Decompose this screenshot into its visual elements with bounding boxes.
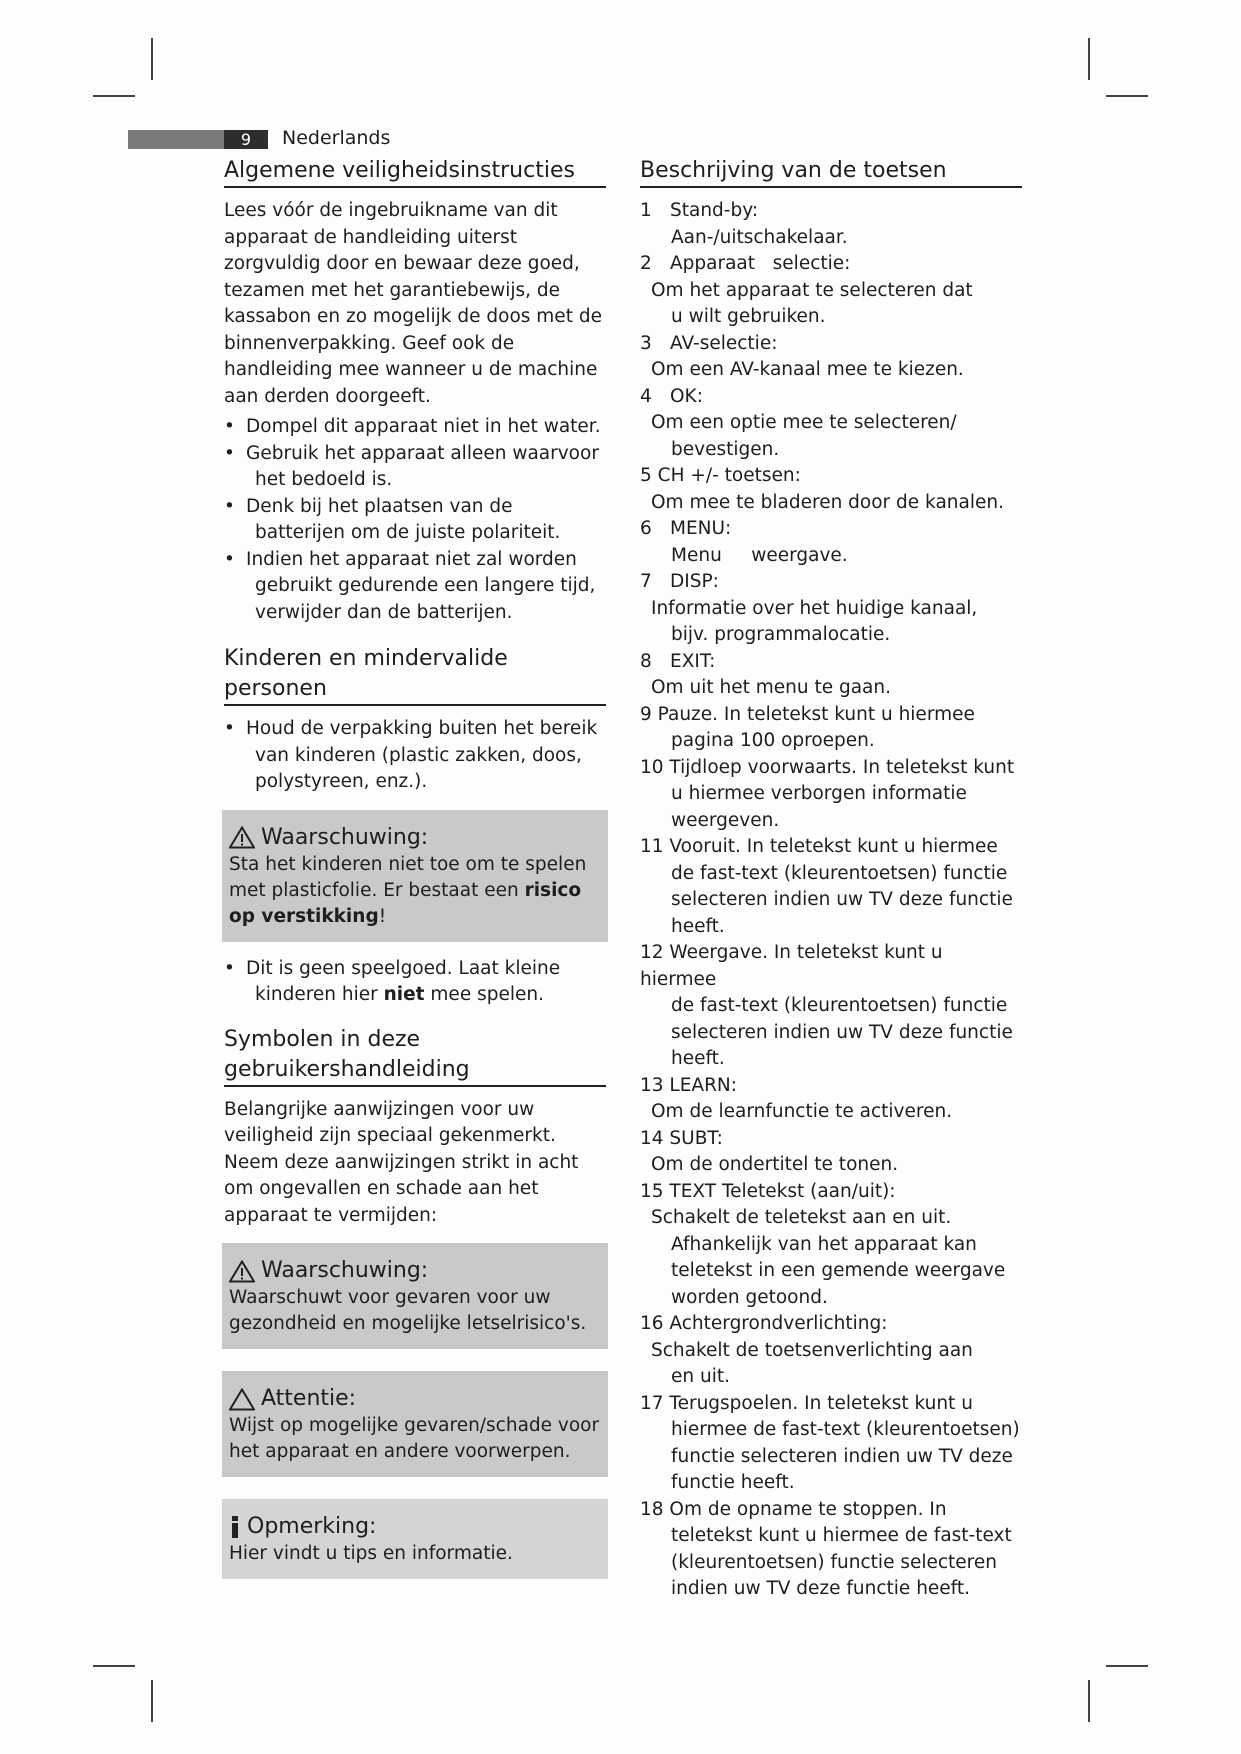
key-desc: u hiermee verborgen informatie xyxy=(671,783,967,804)
crop-mark xyxy=(93,95,135,97)
key-desc: teletekst in een gemende weergave xyxy=(671,1260,1006,1281)
info-icon xyxy=(229,1515,241,1539)
crop-mark xyxy=(93,1665,135,1667)
attention-title: Attentie: xyxy=(261,1386,357,1411)
symbols-intro: Belangrijke aanwijzingen voor uw veiligheid zijn speciaal gekenmerkt. Neem deze aanwijzingen strikt in acht om ongevallen en schade aan het apparaat te vermijden: xyxy=(224,1098,579,1226)
key-desc: Schakelt de toetsenverlichting aan xyxy=(651,1339,973,1361)
attention-triangle-icon xyxy=(229,1388,255,1411)
key-desc: hiermee de fast-text (kleurentoetsen) xyxy=(671,1419,1020,1440)
key-item: 1 Stand-by: xyxy=(640,200,759,221)
key-item: 6 MENU: xyxy=(640,518,732,539)
crop-mark xyxy=(151,38,153,80)
right-column xyxy=(640,156,1022,1603)
key-desc: en uit. xyxy=(671,1366,730,1387)
key-desc: bevestigen. xyxy=(671,438,780,460)
warning-title: Waarschuwing: xyxy=(261,1258,429,1283)
key-item: 10 Tijdloep voorwaarts. In teletekst kunt xyxy=(640,756,1015,778)
children-bullets xyxy=(224,716,606,796)
list-item: • Denk bij het plaatsen van de batterijen om de juiste polariteit. xyxy=(224,494,606,547)
key-desc: heeft. xyxy=(671,1048,725,1069)
key-desc: indien uw TV deze functie heeft. xyxy=(671,1578,971,1599)
warning-text: Waarschuwt voor gevaren voor uw gezondheid en mogelijke letselrisico's. xyxy=(229,1287,587,1334)
key-desc: selecteren indien uw TV deze functie xyxy=(671,1021,1013,1043)
key-desc: Om een AV-kanaal mee te kiezen. xyxy=(651,359,964,380)
key-item: 17 Terugspoelen. In teletekst kunt u xyxy=(640,1392,973,1414)
section-title-children: Kinderen en mindervalide personen xyxy=(224,644,606,706)
key-desc: Om het apparaat te selecteren dat xyxy=(651,279,973,301)
warning-triangle-icon xyxy=(229,1260,255,1283)
warning-box-children xyxy=(222,810,608,942)
key-item: 15 TEXT Teletekst (aan/uit): xyxy=(640,1180,896,1202)
key-desc: de fast-text (kleurentoetsen) functie xyxy=(671,995,1008,1016)
attention-text: Wijst op mogelijke gevaren/schade voor het apparaat en andere voorwerpen. xyxy=(229,1415,600,1462)
key-item: 2 Apparaat selectie: xyxy=(640,253,851,274)
note-text: Hier vindt u tips en informatie. xyxy=(229,1543,513,1564)
attention-box xyxy=(222,1371,608,1477)
key-desc: heeft. xyxy=(671,915,725,937)
crop-mark xyxy=(1106,1665,1148,1667)
toy-bullets xyxy=(224,956,606,1009)
warning-box-symbol xyxy=(222,1243,608,1349)
section-title-symbols: Symbolen in deze gebruikershandleiding xyxy=(224,1025,606,1087)
key-desc: Om mee te bladeren door de kanalen. xyxy=(651,491,1004,513)
key-desc: weergeven. xyxy=(671,809,780,831)
note-title: Opmerking: xyxy=(247,1514,377,1539)
key-desc: de fast-text (kleurentoetsen) functie xyxy=(671,862,1008,884)
key-desc: Om de ondertitel te tonen. xyxy=(651,1154,899,1175)
note-box xyxy=(222,1499,608,1579)
safety-intro: Lees vóór de ingebruikname van dit apparaat de handleiding uiterst zorgvuldig door en bewaar deze goed, tezamen met het garantiebewijs, de kassabon en zo mogelijk de doos met de binnenverpakking. Geef ook de handleiding mee wanneer u de machine aan derden doorgeeft. xyxy=(224,200,602,407)
key-desc: u wilt gebruiken. xyxy=(671,306,826,327)
safety-bullets xyxy=(224,414,606,626)
key-desc: (kleurentoetsen) functie selecteren xyxy=(671,1551,997,1573)
key-item: 13 LEARN: xyxy=(640,1074,737,1096)
key-desc: functie heeft. xyxy=(671,1472,795,1493)
key-item: 14 SUBT: xyxy=(640,1127,723,1149)
list-item: • Dompel dit apparaat niet in het water. xyxy=(224,414,606,441)
warning-title: Waarschuwing: xyxy=(261,824,429,850)
warning-triangle-icon xyxy=(229,826,255,849)
key-desc: bijv. programmalocatie. xyxy=(671,624,891,645)
key-desc: Aan-/uitschakelaar. xyxy=(671,226,848,248)
warning-text: Sta het kinderen niet toe om te spelen met plasticfolie. Er bestaat een risico op verstikking! xyxy=(229,853,587,927)
crop-mark xyxy=(1106,95,1148,97)
left-column xyxy=(224,156,606,1593)
crop-mark xyxy=(151,1680,153,1722)
list-item: • Dit is geen speelgoed. Laat kleine kinderen hier niet mee spelen. xyxy=(224,956,606,1009)
section-title-keys: Beschrijving van de toetsen xyxy=(640,156,1022,188)
language-label: Nederlands xyxy=(282,127,391,149)
key-item: 4 OK: xyxy=(640,385,703,407)
key-desc: worden getoond. xyxy=(671,1286,828,1308)
key-item: 7 DISP: xyxy=(640,571,719,592)
key-desc: pagina 100 oproepen. xyxy=(671,730,875,751)
section-title-safety: Algemene veiligheidsinstructies xyxy=(224,156,606,188)
key-item: 8 EXIT: xyxy=(640,650,716,672)
key-desc: Schakelt de teletekst aan en uit. xyxy=(651,1207,952,1228)
crop-mark xyxy=(1088,1680,1090,1722)
key-desc: functie selecteren indien uw TV deze xyxy=(671,1445,1013,1467)
list-item: • Indien het apparaat niet zal worden gebruikt gedurende een langere tijd, verwijder dan de batterijen. xyxy=(224,547,606,627)
crop-mark xyxy=(1088,38,1090,80)
key-item: 5 CH +/- toetsen: xyxy=(640,465,801,486)
page-number: 9 xyxy=(224,130,268,149)
key-item: 3 AV-selectie: xyxy=(640,332,778,354)
key-item: 18 Om de opname te stoppen. In xyxy=(640,1498,947,1520)
key-desc: Afhankelijk van het apparaat kan xyxy=(671,1233,977,1255)
list-item: • Gebruik het apparaat alleen waarvoor het bedoeld is. xyxy=(224,441,606,494)
key-desc: Menu weergave. xyxy=(671,544,848,566)
key-desc: selecteren indien uw TV deze functie xyxy=(671,889,1013,910)
key-item: 11 Vooruit. In teletekst kunt u hiermee xyxy=(640,836,998,857)
key-desc: teletekst kunt u hiermee de fast-text xyxy=(671,1525,1012,1546)
key-item: 16 Achtergrondverlichting: xyxy=(640,1313,888,1334)
key-desc: Informatie over het huidige kanaal, xyxy=(651,597,978,619)
key-item: 9 Pauze. In teletekst kunt u hiermee xyxy=(640,703,975,725)
key-desc: Om uit het menu te gaan. xyxy=(651,677,891,698)
key-desc: Om de learnfunctie te activeren. xyxy=(651,1101,953,1122)
key-item: 12 Weergave. In teletekst kunt u hiermee xyxy=(640,942,943,990)
key-desc: Om een optie mee te selecteren/ xyxy=(651,412,957,433)
list-item: • Houd de verpakking buiten het bereik van kinderen (plastic zakken, doos, polystyreen, enz.). xyxy=(224,716,606,796)
